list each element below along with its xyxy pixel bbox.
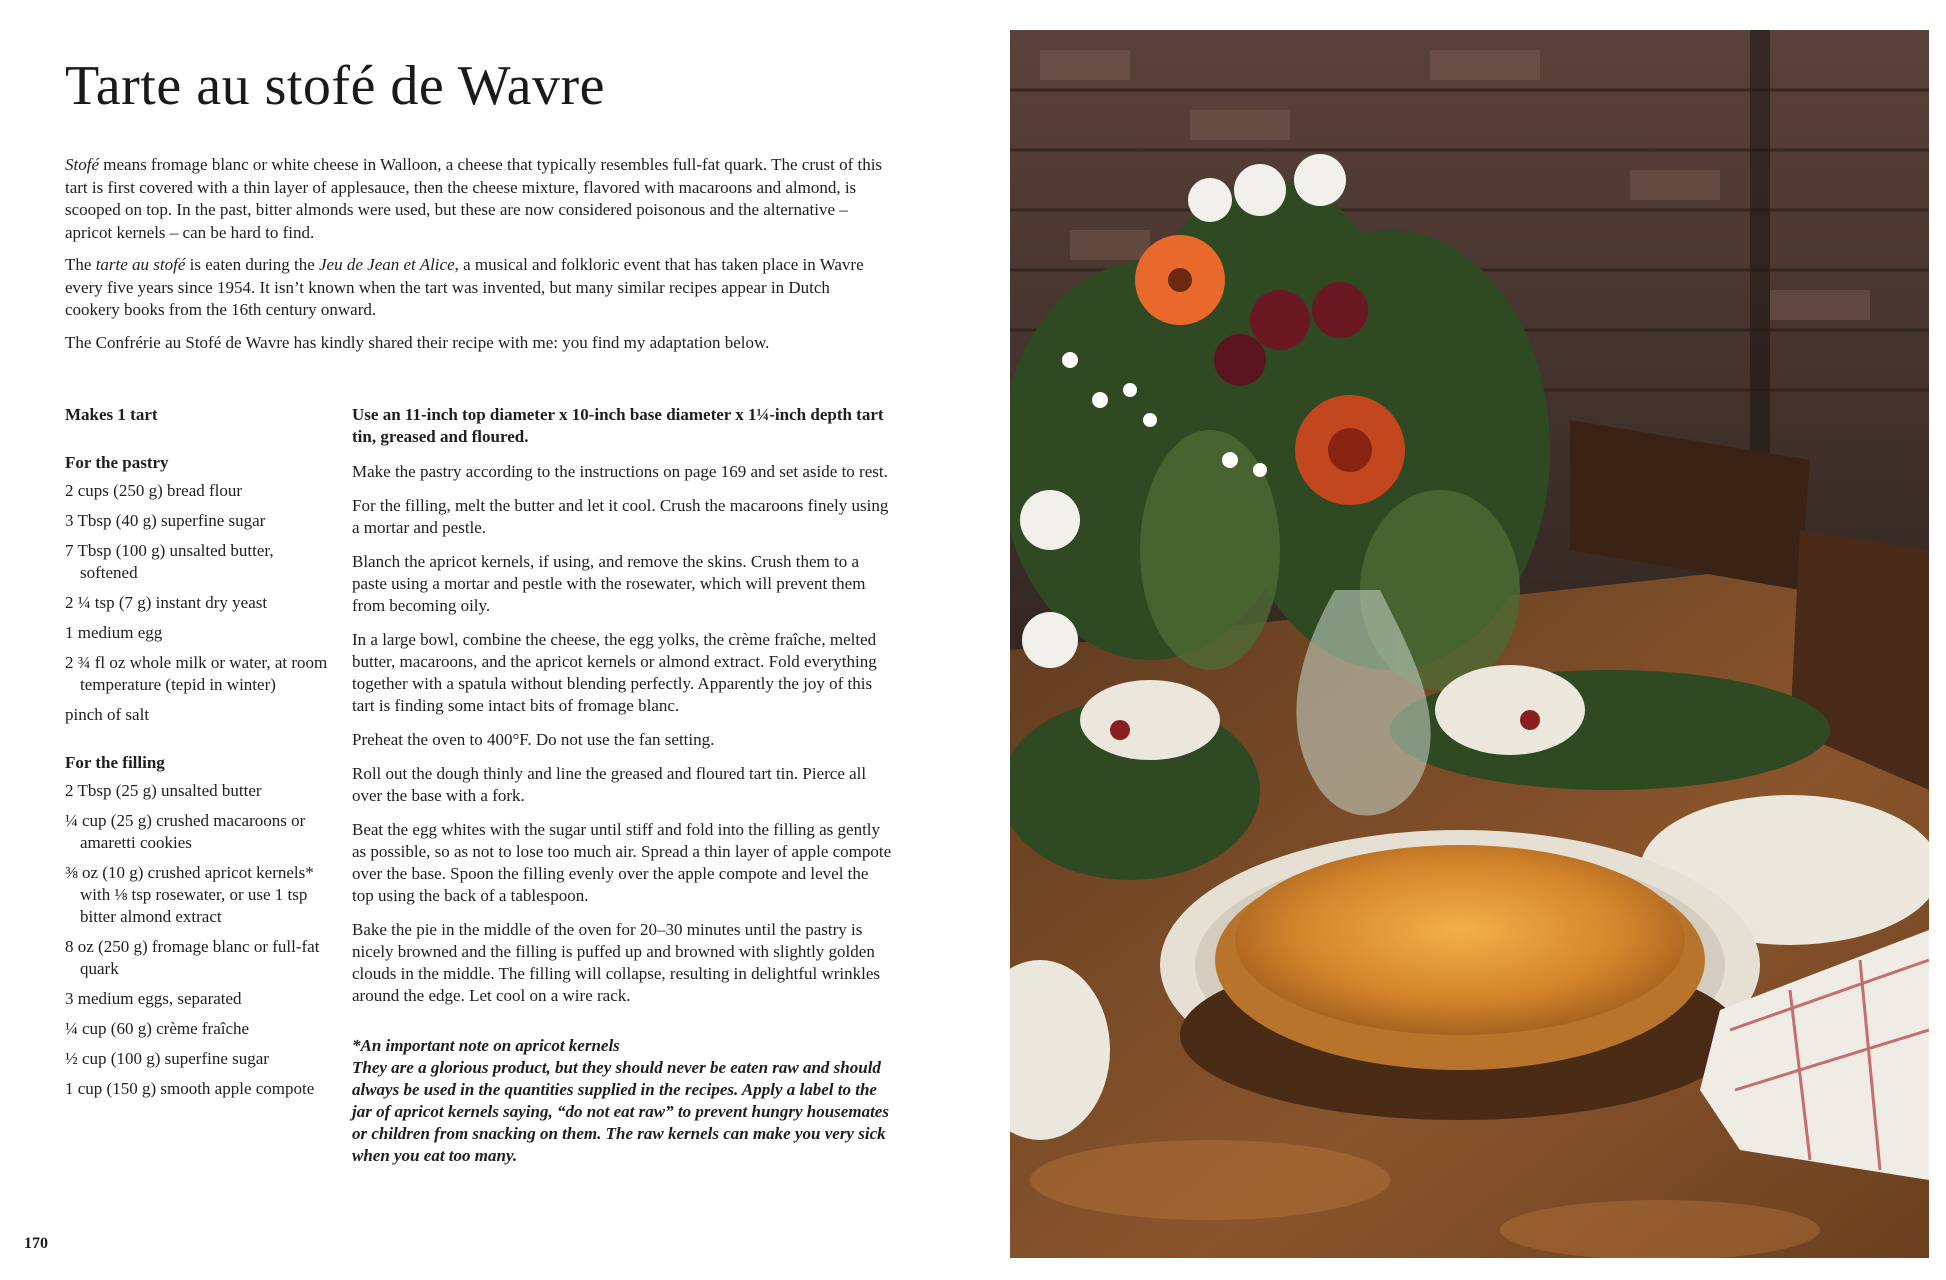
ingredient-item: ½ cup (100 g) superfine sugar <box>65 1049 269 1068</box>
ingredient-item: 2 ¾ fl oz whole milk or water, at room temperature (tepid in winter) <box>65 653 328 694</box>
intro-text-2b: is eaten during the <box>185 255 320 274</box>
ingredient-item: 2 Tbsp (25 g) unsalted butter <box>65 781 262 800</box>
ingredient-item: pinch of salt <box>65 705 150 724</box>
method-step: Beat the egg whites with the sugar until stiff and fold into the filling as gently as possible, so as not to lose too much air. Spread a thin layer of apple compote over the base. Spoon the filling evenly over the apple compote and level the top using the back of a tablespoon. <box>352 820 892 905</box>
filling-list <box>65 780 335 1100</box>
method-step: Blanch the apricot kernels, if using, and remove the skins. Crush them to a paste using a mortar and pestle with the rosewater, which will prevent them from becoming oily. <box>352 552 866 615</box>
ingredient-item: 7 Tbsp (100 g) unsalted butter, softened <box>65 541 274 582</box>
note-body: They are a glorious product, but they should never be eaten raw and should always be used in the quantities supplied in the recipes. Apply a label to the jar of apricot kernels saying, “do not eat raw” to prevent hungry housemates or children from snacking on them. The raw kernels can make you very sick when you eat too many. <box>352 1058 889 1165</box>
intro-text <box>65 154 885 364</box>
tin-spec: Use an 11-inch top diameter x 10-inch base diameter x 1¼-inch depth tart tin, greased and floured. <box>352 405 884 446</box>
method-column <box>352 404 892 1167</box>
intro-paragraph: The Confrérie au Stofé de Wavre has kindly shared their recipe with me: you find my adaptation below. <box>65 332 770 352</box>
recipe-title: Tarte au stofé de Wavre <box>65 55 605 117</box>
pastry-list <box>65 480 335 726</box>
method-step: For the filling, melt the butter and let it cool. Crush the macaroons finely using a mortar and pestle. <box>352 496 889 537</box>
apricot-note <box>352 1035 892 1167</box>
ingredient-item: 8 oz (250 g) fromage blanc or full-fat quark <box>65 937 320 978</box>
ingredient-item: ¼ cup (25 g) crushed macaroons or amaretti cookies <box>65 811 306 852</box>
intro-event: Jeu de Jean et Alice <box>319 255 455 274</box>
method-step: Roll out the dough thinly and line the greased and floured tart tin. Pierce all over the base with a fork. <box>352 764 867 805</box>
intro-text-2c: , a musical and folkloric event that has taken place in Wavre every five years since 1954. It isn’t known when the tart was invented, but many similar recipes appear in Dutch cookery books from the 16th century onward. <box>65 255 864 319</box>
intro-paragraph <box>65 154 885 244</box>
method-step: Bake the pie in the middle of the oven for 20–30 minutes until the pastry is nicely browned and the filling is puffed up and browned with slightly golden clouds in the middle. The filling will collapse, resulting in delightful wrinkles around the edge. Let cool on a wire rack. <box>352 920 881 1005</box>
ingredients-column <box>65 404 335 1108</box>
intro-text-1: means fromage blanc or white cheese in Walloon, a cheese that typically resembles full-fat quark. The crust of this tart is first covered with a thin layer of applesauce, then the cheese mixture, flavored with macaroons and almond, is scooped on top. In the past, bitter almonds were used, but these are now considered poisonous and the alternative – apricot kernels – can be hard to find. <box>65 155 883 242</box>
intro-term-2: tarte au stofé <box>95 255 186 274</box>
ingredient-item: 1 cup (150 g) smooth apple compote <box>65 1079 315 1098</box>
yield: Makes 1 tart <box>65 405 158 424</box>
intro-term: Stofé <box>65 155 99 174</box>
intro-paragraph <box>65 254 885 322</box>
page-number: 170 <box>24 1235 48 1252</box>
method-step: Make the pastry according to the instructions on page 169 and set aside to rest. <box>352 462 888 481</box>
method-step: In a large bowl, combine the cheese, the egg yolks, the crème fraîche, melted butter, macaroons, and the apricot kernels or almond extract. Fold everything together with a spatula without blending perfectly. Apparently the joy of this tart is finding some intact bits of fromage blanc. <box>352 630 877 715</box>
tart-photo <box>1010 30 1929 1258</box>
note-title: *An important note on apricot kernels <box>352 1036 620 1055</box>
filling-heading: For the filling <box>65 753 165 772</box>
ingredient-item: 2 cups (250 g) bread flour <box>65 481 243 500</box>
ingredient-item: ¼ cup (60 g) crème fraîche <box>65 1019 250 1038</box>
ingredient-item: ⅜ oz (10 g) crushed apricot kernels* with ⅛ tsp rosewater, or use 1 tsp bitter almond extract <box>65 863 314 926</box>
pastry-heading: For the pastry <box>65 453 169 472</box>
intro-text-2a: The <box>65 255 96 274</box>
ingredient-item: 2 ¼ tsp (7 g) instant dry yeast <box>65 593 268 612</box>
method-step: Preheat the oven to 400°F. Do not use the fan setting. <box>352 730 715 749</box>
ingredient-item: 1 medium egg <box>65 623 163 642</box>
ingredient-item: 3 medium eggs, separated <box>65 989 242 1008</box>
ingredient-item: 3 Tbsp (40 g) superfine sugar <box>65 511 266 530</box>
tart-photo-icon <box>1010 30 1929 1258</box>
